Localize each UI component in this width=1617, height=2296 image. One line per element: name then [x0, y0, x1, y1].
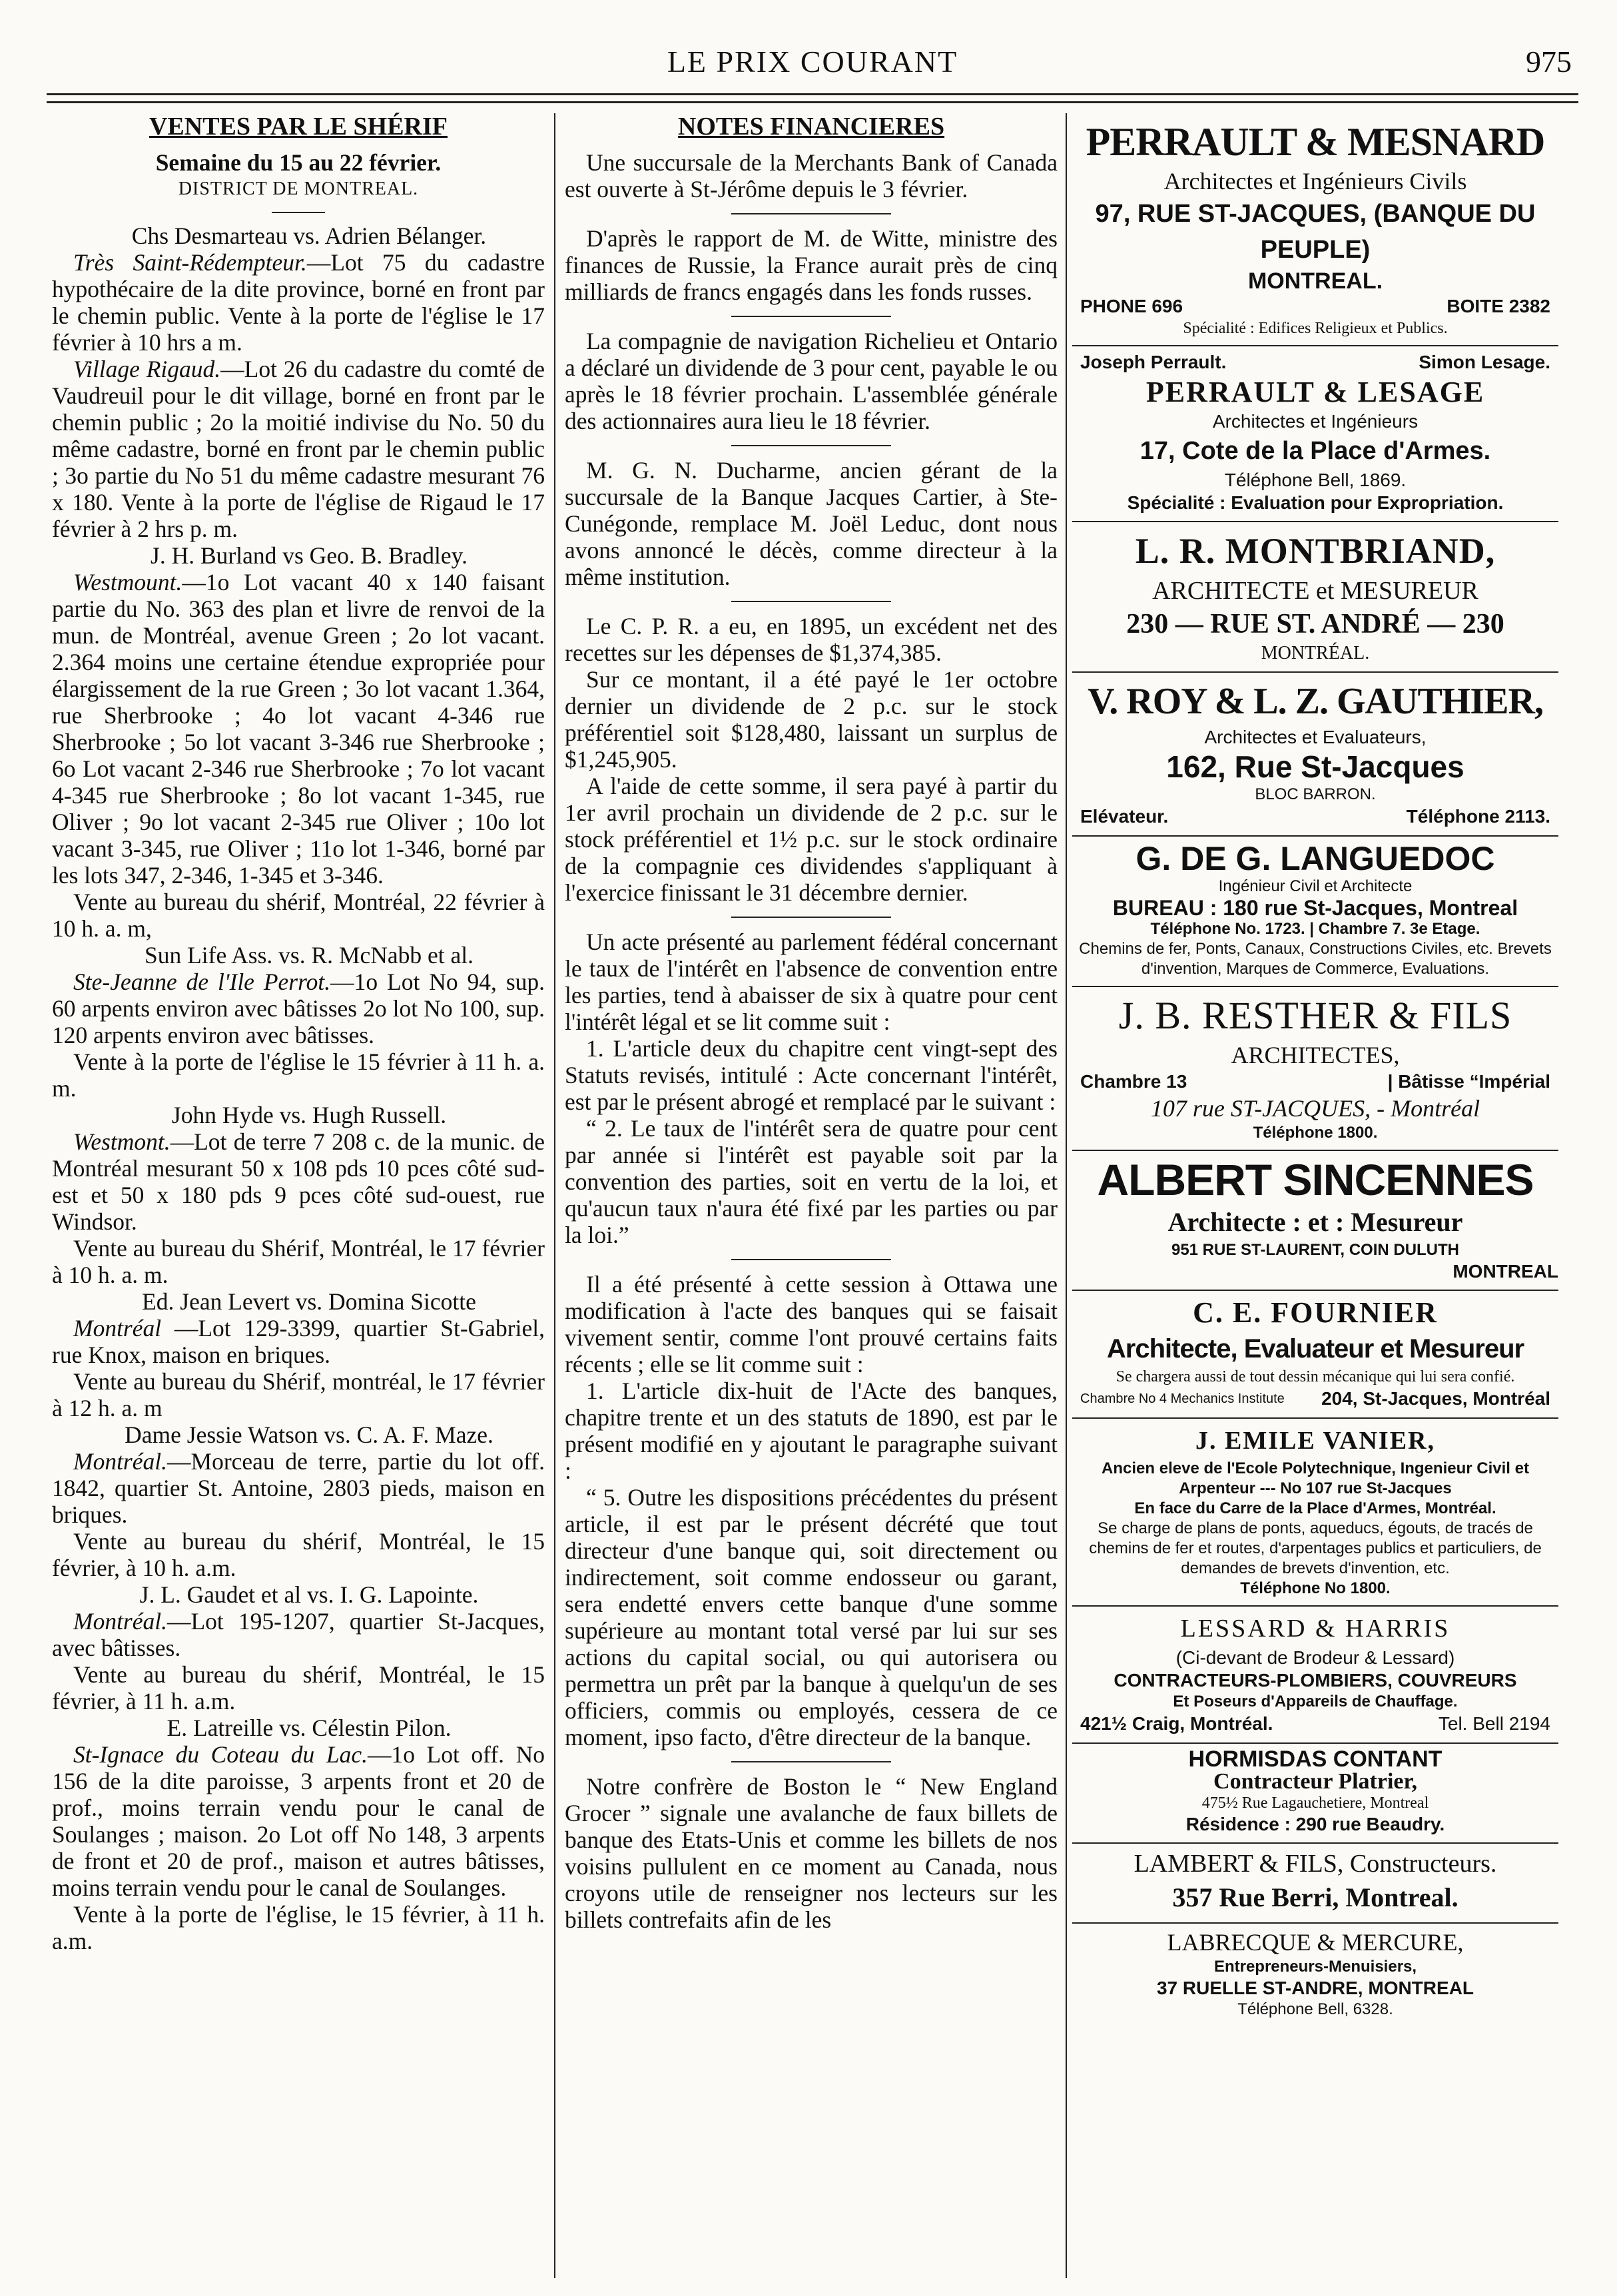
case-paragraph: [52, 356, 545, 542]
case-text: Vente à la porte de l'église le 15 février à 11 h. a. m.: [52, 1048, 545, 1102]
note-paragraph: “ 2. Le taux de l'intérêt sera de quatre pour cent par année si l'intérêt est payable soit par la convention des parties, soit en vertu de la loi, et qu'aucun taux n'aura été fixé par les parties ou par la loi.”: [565, 1115, 1058, 1248]
note-paragraph: A l'aide de cette somme, il sera payé à partir du 1er avril prochain un dividende de 2 p.c. sur le stock préférentiel et 1½ p.c. sur le stock ordinaire de la compagnie ces dividendes s'appliquant à l'exercice finissant le 31 décembre dernier.: [565, 773, 1058, 906]
week-line: Semaine du 15 au 22 février.: [155, 149, 442, 176]
note-paragraph: M. G. N. Ducharme, ancien gérant de la succursale de la Banque Jacques Cartier, à Ste-Cunégonde, remplace M. Joël Leduc, dont nous avons annoncé le décès, comme directeur à la même institution.: [565, 457, 1058, 590]
case-text: Vente à la porte de l'église, le 15 février, à 11 h. a.m.: [52, 1901, 545, 1954]
sheriff-sales-column: [52, 113, 545, 1954]
divider: [272, 212, 325, 213]
note-paragraph: “ 5. Outre les dispositions précédentes du présent article, il est par le présent décrété que tout directeur d'une banque qui, soit directement ou indirectement, soit comme endosseur ou garant, sera endetté envers cette banque d'une somme supérieure au montant total versé par lui sur ses actions du capital social, ou qui autorisera ou permettra un prêt par la banque à quelqu'un de ses officiers, commis ou employés, cessera de ce moment, ipso facto, d'être directeur de la banque.: [565, 1484, 1058, 1750]
locality-lead: Village Rigaud.: [73, 356, 221, 382]
case-paragraph: [52, 249, 545, 356]
note-paragraph: Un acte présenté au parlement fédéral concernant le taux de l'intérêt en l'absence de convention entre les parties, tend à abaisser de six à quatre pour cent l'intérêt légal et se lit comme suit :: [565, 929, 1058, 1035]
header-rule-top: [47, 93, 1578, 95]
note-paragraph: 1. L'article deux du chapitre cent vingt-sept des Statuts revisés, intitulé : Acte concernant l'intérêt, est par le présent abrogé et remplacé par le suivant :: [565, 1035, 1058, 1115]
ad-contant: HORMISDAS CONTANT Contracteur Platrier, 475½ Rue Lagauchetiere, Montreal Résidence : 290 rue Beaudry.: [1072, 1744, 1558, 1844]
ad-montbriand: L. R. MONTBRIAND, ARCHITECTE et MESUREUR 230 — RUE ST. ANDRÉ — 230 MONTRÉAL.: [1072, 522, 1558, 673]
case-text: —1o Lot vacant 40 x 140 faisant partie du No. 363 des plan et livre de renvoi de la mun. de Montréal, avenue Green ; 2o lot vacant. 2.364 moins une certaine étendue expropriée pour élargissement de la rue Green ; 3o lot vacant 1.364, rue Sherbrooke ; 4o lot vacant 4-346 rue Sherbrooke ; 5o lot vacant 3-346 rue Sherbrooke ; 6o Lot vacant 2-346 rue Sherbrooke ; 7o lot vacant 4-345 rue Sherbrooke ; 8o lot vacant 1-345, rue Oliver ; 9o lot vacant 2-345 rue Oliver ; 10o lot vacant 3-345, rue Oliver ; 11o lot 1-346, borné par les lots 347, 2-346, 1-345 et 3-346.: [52, 569, 545, 889]
case-paragraph: [52, 1661, 545, 1715]
locality-lead: St-Ignace du Coteau du Lac.: [73, 1741, 368, 1768]
case-text: Vente au bureau du Shérif, montréal, le 17 février à 12 h. a. m: [52, 1368, 545, 1421]
page-header: [47, 41, 1578, 81]
case-paragraph: [52, 1901, 545, 1954]
case-text: —Lot 26 du cadastre du comté de Vaudreuil pour le dit village, borné en front par le chemin public ; 2o la moitié indivise du No. 50 du même cadastre, borné en front par le chemin public ; 3o partie du No 51 du même cadastre mesurant 76 x 180. Vente à la porte de l'église de Rigaud le 17 février à 2 hrs p. m.: [52, 356, 545, 542]
case-paragraph: [52, 1368, 545, 1421]
locality-lead: Montréal: [73, 1315, 162, 1341]
case-paragraph: [52, 1235, 545, 1288]
case-text: —1o Lot off. No 156 de la dite paroisse, 3 arpents front et 20 de prof., moins terrain vendu pour le canal de Soulanges ; maison. 2o Lot off No 148, 3 arpents de front et 20 de prof., maison et autres bâtisses, moins terrain vendu pour le canal de Soulanges.: [52, 1741, 545, 1901]
page-number: 975: [1526, 45, 1572, 79]
case-title: Chs Desmarteau vs. Adrien Bélanger.: [131, 222, 487, 249]
case-title: E. Latreille vs. Célestin Pilon.: [166, 1715, 452, 1741]
case-paragraph: [52, 1528, 545, 1581]
case-paragraph: [52, 1608, 545, 1661]
note-paragraph: Il a été présenté à cette session à Ottawa une modification à l'acte des banques qui se faisait vivement sentir, comme l'ont prouvé certains faits récents ; elle se lit comme suit :: [565, 1271, 1058, 1377]
case-paragraph: [52, 889, 545, 942]
case-paragraph: [52, 1315, 545, 1368]
note-paragraph: 1. L'article dix-huit de l'Acte des banques, chapitre trente et un des statuts de 1890, est par le présent modifié en y ajoutant le paragraphe suivant :: [565, 1377, 1058, 1484]
column-divider-1: [554, 113, 555, 2278]
ad-vanier: J. EMILE VANIER, Ancien eleve de l'Ecole Polytechnique, Ingenieur Civil et Arpenteur --- No 107 rue St-Jacques En face du Carre de la Place d'Armes, Montréal. Se charge de plans de ponts, aqueducs, égouts, de tracés de chemins de fer et routes, d'arpentages publics et particuliers, de demandes de brevets d'invention, etc. Téléphone No 1800.: [1072, 1419, 1558, 1607]
case-paragraph: [52, 1448, 545, 1528]
column-divider-2: [1066, 113, 1067, 2278]
ad-lambert: LAMBERT & FILS, Constructeurs. 357 Rue Berri, Montreal.: [1072, 1844, 1558, 1924]
locality-lead: Ste-Jeanne de l'Ile Perrot.: [73, 968, 331, 995]
ad-lessard-harris: LESSARD & HARRIS (Ci-devant de Brodeur & Lessard) CONTRACTEURS-PLOMBIERS, COUVREURS Et Poseurs d'Appareils de Chauffage. 421½ Craig, Montréal. Tel. Bell 2194: [1072, 1607, 1558, 1744]
case-text: —Morceau de terre, partie du lot off. 1842, quartier St. Antoine, 2803 pieds, maison en briques.: [52, 1448, 545, 1528]
divider: [731, 1761, 891, 1762]
ad-resther: J. B. RESTHER & FILS ARCHITECTES, Chambre 13 | Bâtisse “Impérial 107 rue ST-JACQUES, - Montréal Téléphone 1800.: [1072, 987, 1558, 1151]
case-text: Vente au bureau du shérif, Montréal, le 15 février, à 10 h. a.m.: [52, 1528, 545, 1581]
locality-lead: Montréal.: [73, 1608, 167, 1635]
section-heading: NOTES FINANCIERES: [677, 113, 945, 141]
ad-labrecque: LABRECQUE & MERCURE, Entrepreneurs-Menuisiers, 37 RUELLE ST-ANDRE, MONTREAL Téléphone Bell, 6328.: [1156, 1929, 1474, 2018]
note-paragraph: Le C. P. R. a eu, en 1895, un excédent net des recettes sur les dépenses de $1,374,385.: [565, 613, 1058, 666]
district-line: DISTRICT DE MONTREAL.: [178, 179, 419, 199]
case-paragraph: [52, 1048, 545, 1102]
locality-lead: Montréal.: [73, 1448, 167, 1475]
case-title: J. H. Burland vs Geo. B. Bradley.: [151, 542, 468, 569]
case-text: Vente au bureau du shérif, Montréal, 22 février à 10 h. a. m,: [52, 889, 545, 942]
case-title: Dame Jessie Watson vs. C. A. F. Maze.: [125, 1421, 493, 1448]
case-paragraph: [52, 569, 545, 889]
divider: [731, 601, 891, 602]
journal-title: LE PRIX COURANT: [667, 45, 958, 79]
locality-lead: Très Saint-Rédempteur.: [73, 249, 307, 276]
case-paragraph: [52, 1128, 545, 1235]
note-paragraph: La compagnie de navigation Richelieu et Ontario a déclaré un dividende de 3 pour cent, payable le ou après le 18 février prochain. L'assemblée générale des actionnaires aura lieu le 18 février.: [565, 328, 1058, 434]
case-paragraph: [52, 968, 545, 1048]
case-text: —Lot 75 du cadastre hypothécaire de la dite province, borné en front par le chemin public. Vente à la porte de l'église le 17 février à 10 hrs a m.: [52, 249, 545, 356]
case-list: [52, 222, 545, 1954]
case-title: Ed. Jean Levert vs. Domina Sicotte: [142, 1288, 476, 1315]
ad-roy-gauthier: V. ROY & L. Z. GAUTHIER, Architectes et Evaluateurs, 162, Rue St-Jacques BLOC BARRON. Elévateur. Téléphone 2113.: [1072, 673, 1558, 837]
divider: [731, 917, 891, 918]
note-paragraph: Une succursale de la Merchants Bank of Canada est ouverte à St-Jérôme depuis le 3 février.: [565, 149, 1058, 202]
divider: [731, 316, 891, 317]
header-rule-bottom: [47, 101, 1578, 103]
ad-languedoc: G. DE G. LANGUEDOC Ingénieur Civil et Architecte BUREAU : 180 rue St-Jacques, Montreal Téléphone No. 1723. | Chambre 7. 3e Etage. Chemins de fer, Ponts, Canaux, Constructions Civiles, etc. Brevets d'invention, Marques de Commerce, Evaluations.: [1072, 837, 1558, 987]
case-title: J. L. Gaudet et al vs. I. G. Lapointe.: [139, 1581, 479, 1608]
locality-lead: Westmount.: [73, 569, 182, 595]
divider: [731, 213, 891, 214]
section-heading: VENTES PAR LE SHÉRIF: [149, 113, 448, 141]
case-paragraph: [52, 1741, 545, 1901]
divider: [731, 445, 891, 446]
note-paragraph: D'après le rapport de M. de Witte, ministre des finances de Russie, la France aurait près de cinq milliards de francs engagés dans les fonds russes.: [565, 225, 1058, 305]
ad-fournier: C. E. FOURNIER Architecte, Evaluateur et Mesureur Se chargera aussi de tout dessin mécanique qui lui sera confié. Chambre No 4 Mechanics Institute 204, St-Jacques, Montréal: [1072, 1291, 1558, 1419]
advertisements-column: [1072, 113, 1558, 2026]
ad-perrault-lesage: Joseph Perrault. Simon Lesage. PERRAULT & LESAGE Architectes et Ingénieurs 17, Cote de la Place d'Armes. Téléphone Bell, 1869. Spécialité : Evaluation pour Expropriation.: [1072, 346, 1558, 522]
locality-lead: Westmont.: [73, 1128, 170, 1155]
case-text: Vente au bureau du Shérif, Montréal, le 17 février à 10 h. a. m.: [52, 1235, 545, 1288]
case-text: —1o Lot No 94, sup. 60 arpents environ avec bâtisses 2o lot No 100, sup. 120 arpents environ avec bâtisses.: [52, 968, 545, 1048]
case-text: —Lot 195-1207, quartier St-Jacques, avec bâtisses.: [52, 1608, 545, 1661]
case-text: Vente au bureau du shérif, Montréal, le 15 février, à 11 h. a.m.: [52, 1661, 545, 1715]
note-paragraph: Notre confrère de Boston le “ New England Grocer ” signale une avalanche de faux billets de banque des Etats-Unis et comme les billets de nos voisins pullulent en ce moment au Canada, nous croyons utile de renseigner nos lecteurs sur les billets contrefaits afin de les: [565, 1773, 1058, 1933]
financial-notes-column: [565, 113, 1058, 1933]
case-text: —Lot 129-3399, quartier St-Gabriel, rue Knox, maison en briques.: [52, 1315, 545, 1368]
notes-list: [565, 149, 1058, 1933]
ad-perrault-mesnard: PERRAULT & MESNARD Architectes et Ingénieurs Civils 97, RUE ST-JACQUES, (BANQUE DU PEUPLE) MONTREAL. PHONE 696 BOITE 2382 Spécialité : Edifices Religieux et Publics.: [1072, 113, 1558, 346]
case-title: John Hyde vs. Hugh Russell.: [171, 1102, 447, 1128]
case-title: Sun Life Ass. vs. R. McNabb et al.: [144, 942, 474, 968]
note-paragraph: Sur ce montant, il a été payé le 1er octobre dernier un dividende de 2 p.c. sur le stock préférentiel soit $128,480, laissant un surplus de $1,245,905.: [565, 666, 1058, 773]
ad-sincennes: ALBERT SINCENNES Architecte : et : Mesureur 951 RUE ST-LAURENT, COIN DULUTH MONTREAL: [1072, 1151, 1558, 1291]
divider: [731, 1259, 891, 1260]
case-text: —Lot de terre 7 208 c. de la munic. de Montréal mesurant 50 x 108 pds 10 pces côté sud-est et 50 x 180 pds 9 pces côté sud-ouest, rue Windsor.: [52, 1128, 545, 1235]
